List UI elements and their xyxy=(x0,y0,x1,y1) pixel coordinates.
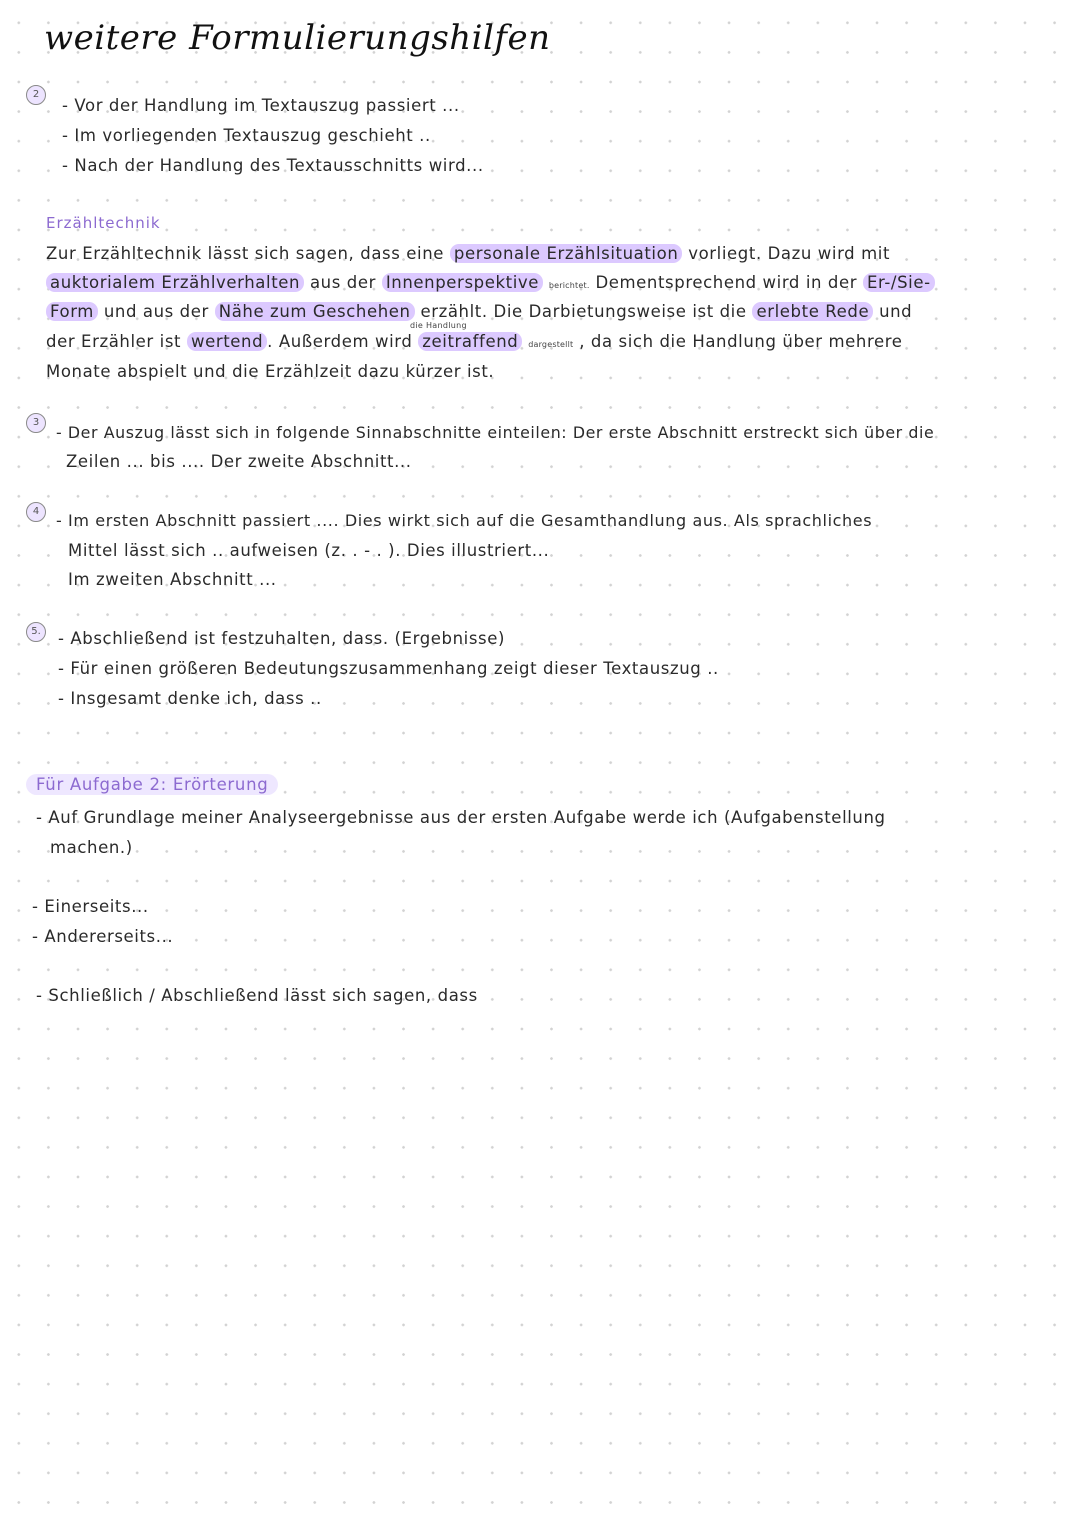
erzaehltechnik-line-1 xyxy=(46,244,890,263)
aufgabe2-line-4: - Andererseits... xyxy=(32,927,174,946)
insert-die-handlung: die Handlung xyxy=(410,321,467,330)
text-segment: und aus der xyxy=(103,302,209,321)
text-segment: . Außerdem wird xyxy=(267,332,413,351)
section-number-5: 5. xyxy=(26,622,46,642)
note-dargestellt: dargestellt xyxy=(528,340,574,349)
aufgabe2-heading: Für Aufgabe 2: Erörterung xyxy=(26,774,278,795)
aufgabe2-line-5: - Schließlich / Abschließend lässt sich sagen, dass xyxy=(36,986,478,1005)
section-number-3: 3 xyxy=(26,413,46,433)
section5-line-2: - Für einen größeren Bedeutungszusammenhang zeigt dieser Textauszug .. xyxy=(58,659,719,678)
section4-line-1: - Im ersten Abschnitt passiert .... Dies wirkt sich auf die Gesamthandlung aus. Als sprachliches xyxy=(56,511,873,530)
section2-line-3: - Nach der Handlung des Textausschnitts wird... xyxy=(62,156,484,175)
section4-line-2: Mittel lässt sich .. aufweisen (z. . - . ). Dies illustriert... xyxy=(68,541,550,560)
section2-line-2: - Im vorliegenden Textauszug geschieht .. xyxy=(62,126,431,145)
aufgabe2-line-3: - Einerseits... xyxy=(32,897,149,916)
text-segment: , da sich die Handlung über mehrere xyxy=(579,332,903,351)
erzaehltechnik-heading: Erzähltechnik xyxy=(46,214,161,232)
erzaehltechnik-line-2 xyxy=(46,273,935,292)
aufgabe2-line-2: machen.) xyxy=(50,838,133,857)
highlight-zeitraffend: zeitraffend xyxy=(418,332,522,351)
erzaehltechnik-line-3 xyxy=(46,302,912,321)
highlight-auktorialem-erzaehlverhalten: auktorialem Erzählverhalten xyxy=(46,273,304,292)
text-segment: vorliegt. Dazu wird mit xyxy=(688,244,891,263)
highlight-erlebte-rede: erlebte Rede xyxy=(752,302,873,321)
text-segment: Dementsprechend wird in der xyxy=(595,273,858,292)
section5-line-1: - Abschließend ist festzuhalten, dass. (Ergebnisse) xyxy=(58,629,506,648)
section2-line-1: - Vor der Handlung im Textauszug passiert ... xyxy=(62,96,460,115)
highlight-er-sie: Er-/Sie- xyxy=(863,273,935,292)
section5-line-3: - Insgesamt denke ich, dass .. xyxy=(58,689,322,708)
highlight-naehe-zum-geschehen: Nähe zum Geschehen xyxy=(215,302,415,321)
text-segment: Zur Erzähltechnik lässt sich sagen, dass eine xyxy=(46,244,445,263)
highlight-form: Form xyxy=(46,302,98,321)
section3-line-2: Zeilen ... bis .... Der zweite Abschnitt... xyxy=(66,452,412,471)
page-title: weitere Formulierungshilfen xyxy=(44,18,551,58)
highlight-personale-erzaehlsituation: personale Erzählsituation xyxy=(450,244,683,263)
text-segment: der Erzähler ist xyxy=(46,332,182,351)
note-berichtet: berichtet. xyxy=(548,281,590,290)
erzaehltechnik-line-5: Monate abspielt und die Erzählzeit dazu kürzer ist. xyxy=(46,362,495,381)
section3-line-1: - Der Auszug lässt sich in folgende Sinnabschnitte einteilen: Der erste Abschnitt erstreckt sich über die xyxy=(56,423,935,442)
section-number-2: 2 xyxy=(26,85,46,105)
erzaehltechnik-line-4 xyxy=(46,332,903,351)
text-segment: und xyxy=(879,302,913,321)
aufgabe2-line-1: - Auf Grundlage meiner Analyseergebnisse aus der ersten Aufgabe werde ich (Aufgabenstellung xyxy=(36,808,886,827)
text-segment: erzählt. Die Darbietungsweise ist die xyxy=(420,302,747,321)
text-segment: aus der xyxy=(309,273,376,292)
highlight-innenperspektive: Innenperspektive xyxy=(382,273,543,292)
section-number-4: 4 xyxy=(26,502,46,522)
highlight-wertend: wertend xyxy=(187,332,267,351)
section4-line-3: Im zweiten Abschnitt ... xyxy=(68,570,277,589)
